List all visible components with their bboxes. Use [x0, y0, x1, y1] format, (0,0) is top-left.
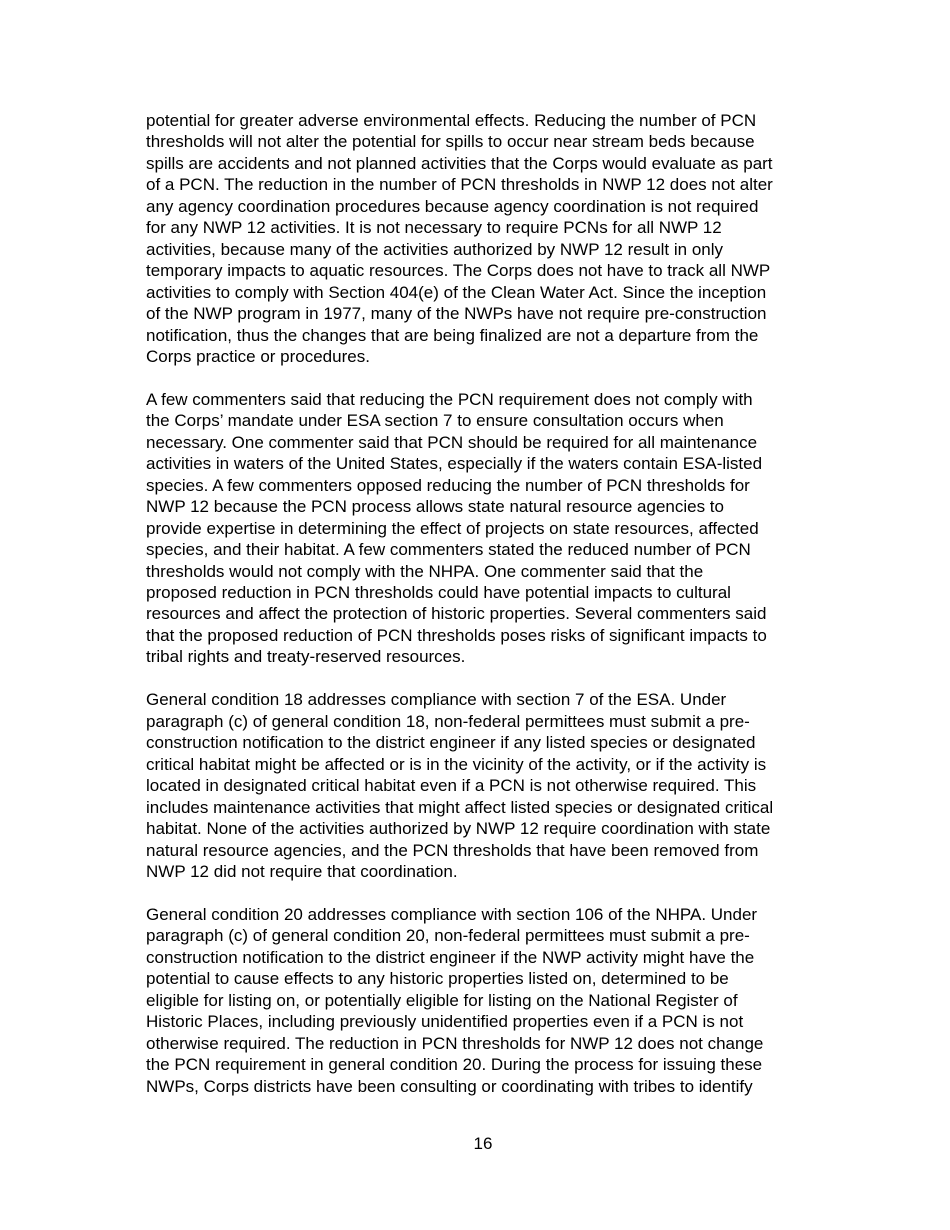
text-line: General condition 20 addresses compliance with section 106 of the NHPA. Under [146, 904, 758, 924]
text-line: spills are accidents and not planned activities that the Corps would evaluate as part [146, 153, 773, 173]
text-line: located in designated critical habitat even if a PCN is not otherwise required. This [146, 776, 757, 796]
text-line: potential for greater adverse environmental effects. Reducing the number of PCN [146, 111, 757, 130]
text-line: thresholds would not comply with the NHPA. One commenter said that the [146, 561, 704, 581]
text-line: activities, because many of the activities authorized by NWP 12 result in only [146, 239, 724, 259]
text-line: Corps practice or procedures. [146, 346, 370, 366]
text-line: resources and affect the protection of historic properties. Several commenters said [146, 604, 767, 624]
text-line: thresholds will not alter the potential for spills to occur near stream beds because [146, 132, 755, 152]
paragraph-general-condition-20 [146, 904, 846, 1097]
text-line: A few commenters said that reducing the PCN requirement does not comply with [146, 389, 753, 409]
text-line: activities in waters of the United States, especially if the waters contain ESA-listed [146, 454, 763, 474]
text-line: tribal rights and treaty-reserved resources. [146, 647, 466, 667]
text-line: eligible for listing on, or potentially eligible for listing on the National Register of [146, 990, 738, 1010]
text-line: natural resource agencies, and the PCN thresholds that have been removed from [146, 840, 759, 860]
text-line: NWPs, Corps districts have been consulting or coordinating with tribes to identify [146, 1076, 753, 1096]
text-line: notification, thus the changes that are being finalized are not a departure from the [146, 325, 759, 345]
text-line: for any NWP 12 activities. It is not necessary to require PCNs for all NWP 12 [146, 218, 722, 238]
text-line: paragraph (c) of general condition 18, non-federal permittees must submit a pre- [146, 711, 750, 731]
text-line: Historic Places, including previously unidentified properties even if a PCN is not [146, 1012, 744, 1032]
text-line: species. A few commenters opposed reducing the number of PCN thresholds for [146, 475, 750, 495]
text-line: General condition 18 addresses compliance with section 7 of the ESA. Under [146, 690, 727, 710]
text-line: provide expertise in determining the effect of projects on state resources, affected [146, 518, 759, 538]
text-line: necessary. One commenter said that PCN should be required for all maintenance [146, 432, 758, 452]
text-line: the PCN requirement in general condition 20. During the process for issuing these [146, 1055, 763, 1075]
text-line: construction notification to the district engineer if the NWP activity might have the [146, 947, 755, 967]
text-line: potential to cause effects to any historic properties listed on, determined to be [146, 969, 729, 989]
text-line: proposed reduction in PCN thresholds could have potential impacts to cultural [146, 583, 731, 603]
text-line: construction notification to the district engineer if any listed species or designated [146, 733, 756, 753]
text-line: includes maintenance activities that might affect listed species or designated critical [146, 797, 774, 817]
page-number: 16 [473, 1134, 493, 1153]
text-line: species, and their habitat. A few commenters stated the reduced number of PCN [146, 540, 751, 560]
text-line: temporary impacts to aquatic resources. The Corps does not have to track all NWP [146, 261, 771, 281]
paragraph-general-condition-18 [146, 689, 846, 882]
text-line: paragraph (c) of general condition 20, non-federal permittees must submit a pre- [146, 926, 750, 946]
text-line: habitat. None of the activities authorized by NWP 12 require coordination with state [146, 819, 771, 839]
paragraph-commenters-esa [146, 389, 846, 668]
text-line: critical habitat might be affected or is in the vicinity of the activity, or if the activity is [146, 754, 767, 774]
text-line: NWP 12 did not require that coordination. [146, 861, 458, 881]
text-line: activities to comply with Section 404(e) of the Clean Water Act. Since the inception [146, 282, 767, 302]
text-line: the Corps’ mandate under ESA section 7 to ensure consultation occurs when [146, 411, 724, 431]
text-line: otherwise required. The reduction in PCN thresholds for NWP 12 does not change [146, 1033, 764, 1053]
document-body [146, 110, 846, 1097]
text-line: of a PCN. The reduction in the number of PCN thresholds in NWP 12 does not alter [146, 175, 773, 195]
text-line: NWP 12 because the PCN process allows state natural resource agencies to [146, 497, 724, 517]
text-line: any agency coordination procedures because agency coordination is not required [146, 196, 759, 216]
text-line: of the NWP program in 1977, many of the NWPs have not require pre-construction [146, 304, 767, 324]
paragraph-pcn-spills [146, 110, 846, 367]
text-line: that the proposed reduction of PCN thresholds poses risks of significant impacts to [146, 625, 767, 645]
